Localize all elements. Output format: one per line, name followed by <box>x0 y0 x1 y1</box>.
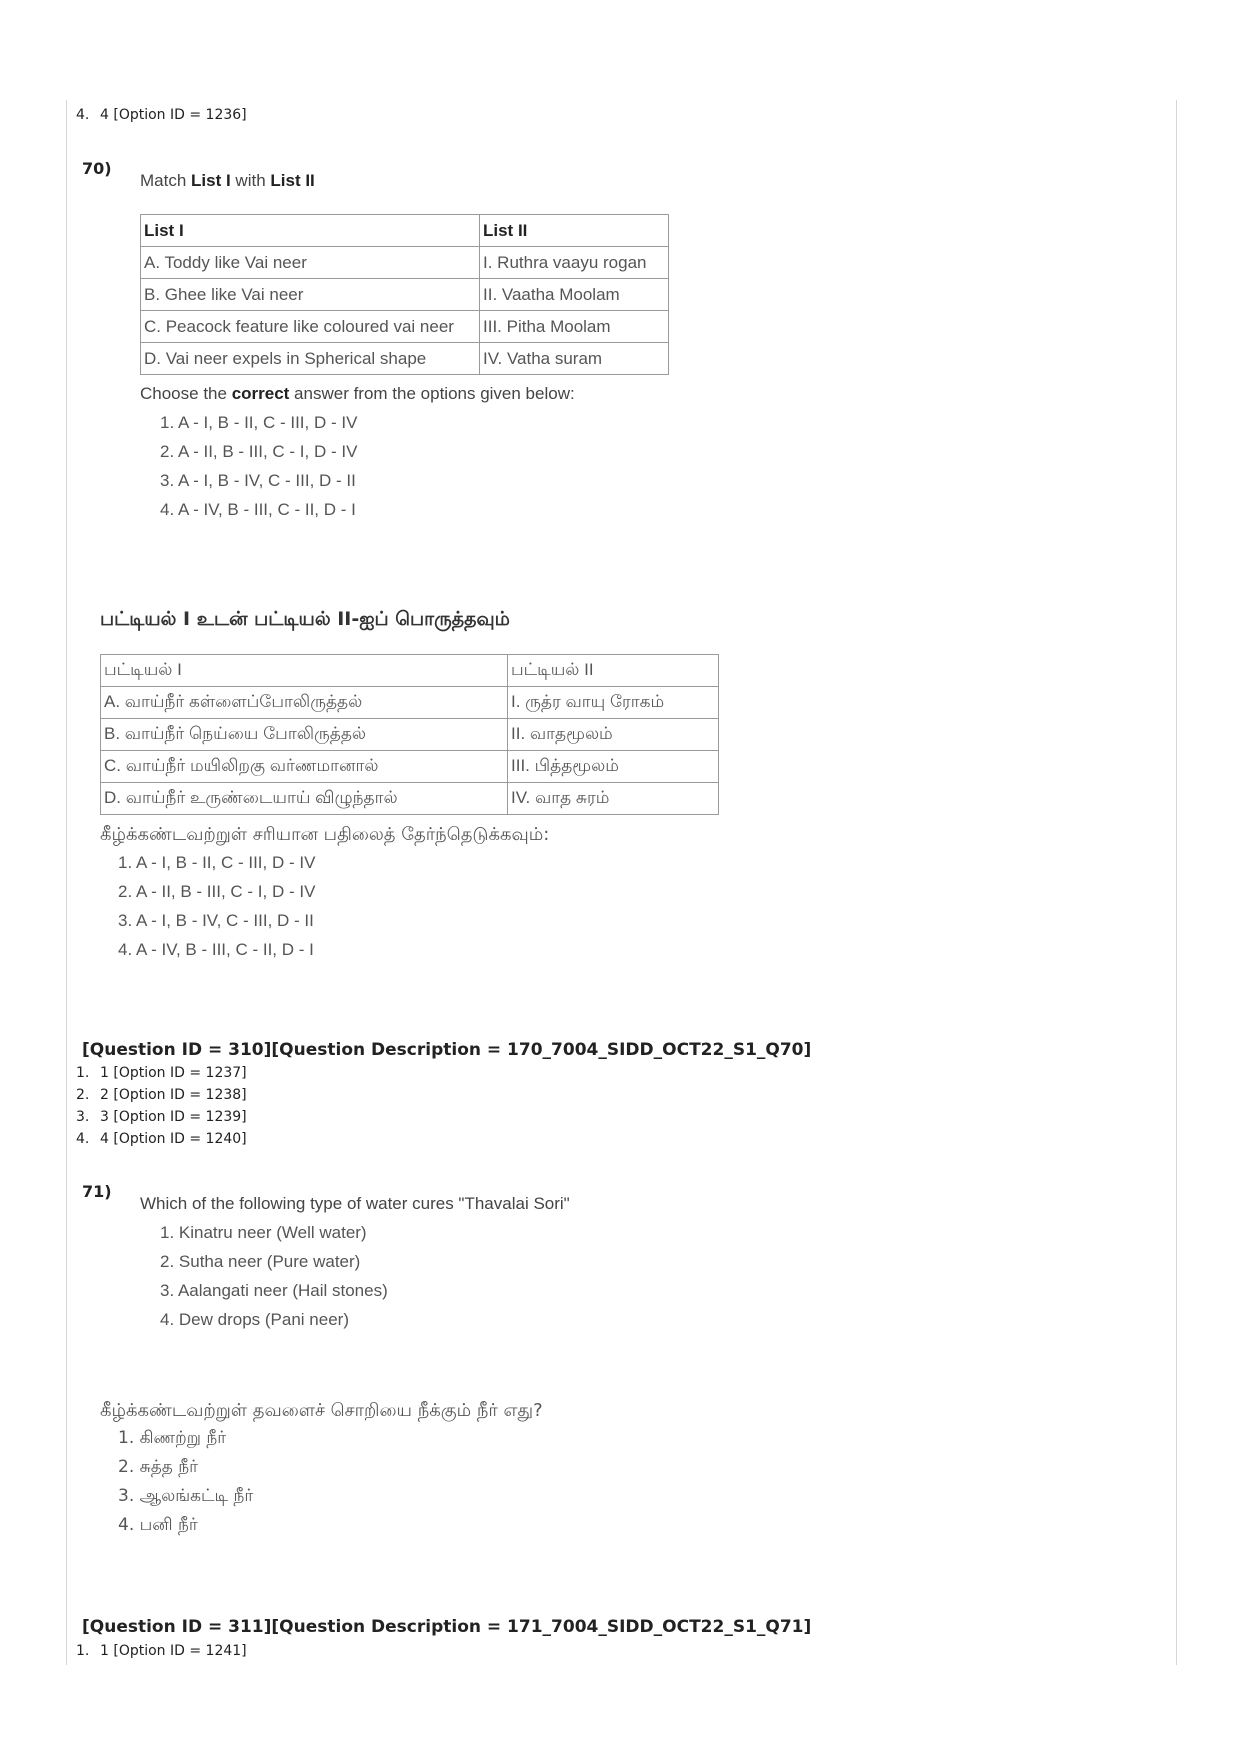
table-cell: D. வாய்நீர் உருண்டையாய் விழுந்தால் <box>101 783 508 815</box>
table-row <box>141 279 669 311</box>
page-border-left <box>66 100 67 1665</box>
choice-item: 2. A - II, B - III, C - I, D - IV <box>118 882 316 901</box>
table-cell: I. ருத்ர வாயு ரோகம் <box>508 687 719 719</box>
choice-item: 3. Aalangati neer (Hail stones) <box>160 1281 388 1300</box>
table-cell: IV. வாத சுரம் <box>508 783 719 815</box>
option-line <box>76 1108 247 1126</box>
table-cell: C. வாய்நீர் மயிலிறகு வர்ணமானால் <box>101 751 508 783</box>
table-header-row <box>141 215 669 247</box>
option-number: 1. <box>76 1643 90 1659</box>
option-line <box>76 1642 247 1660</box>
table-row <box>141 247 669 279</box>
table-header-cell: பட்டியல் II <box>508 655 719 687</box>
prompt-text: Match <box>140 171 192 190</box>
option-number: 3. <box>76 1109 90 1125</box>
choice-item: 4. A - IV, B - III, C - II, D - I <box>160 500 356 519</box>
table-cell: B. Ghee like Vai neer <box>141 279 480 311</box>
question-prompt <box>140 171 315 191</box>
option-text: 1 [Option ID = 1241] <box>100 1643 247 1659</box>
choice-item: 2. A - II, B - III, C - I, D - IV <box>160 442 358 461</box>
option-number: 2. <box>76 1087 90 1103</box>
table-cell: D. Vai neer expels in Spherical shape <box>141 343 480 375</box>
choice-item: 1. A - I, B - II, C - III, D - IV <box>160 413 358 432</box>
table-cell: III. பித்தமூலம் <box>508 751 719 783</box>
choice-list-english <box>160 1218 388 1334</box>
option-number: 4. <box>76 107 90 123</box>
option-text: 4 [Option ID = 1236] <box>100 107 247 123</box>
question-number: 71) <box>82 1182 112 1201</box>
choice-item: 3. ஆலங்கட்டி நீர் <box>118 1486 254 1506</box>
tamil-question-title: பட்டியல் I உடன் பட்டியல் II-ஐப் பொருத்தவும் <box>100 608 510 630</box>
choice-list-tamil <box>118 1424 253 1540</box>
table-cell: II. வாதமூலம் <box>508 719 719 751</box>
question-prompt: Which of the following type of water cures "Thavalai Sori" <box>140 1194 570 1213</box>
table-header-row <box>101 655 719 687</box>
option-text: 4 [Option ID = 1240] <box>100 1131 247 1147</box>
match-table-english <box>140 214 669 375</box>
page-border-right <box>1176 100 1177 1665</box>
prompt-bold: List I <box>191 171 231 190</box>
option-line <box>76 1130 247 1148</box>
table-header-cell: List II <box>480 215 669 247</box>
table-row <box>141 343 669 375</box>
option-line <box>76 106 247 124</box>
table-row <box>101 751 719 783</box>
choice-item: 4. பனி நீர் <box>118 1515 198 1535</box>
choice-item: 2. சுத்த நீர் <box>118 1457 199 1477</box>
match-table-tamil <box>100 654 719 815</box>
question-id-line: [Question ID = 310][Question Description = 170_7004_SIDD_OCT22_S1_Q70] <box>82 1040 812 1060</box>
table-row <box>101 783 719 815</box>
instruction-bold: correct <box>231 384 290 403</box>
table-cell: A. Toddy like Vai neer <box>141 247 480 279</box>
table-row <box>141 311 669 343</box>
choice-item: 1. Kinatru neer (Well water) <box>160 1223 367 1242</box>
table-cell: IV. Vatha suram <box>480 343 669 375</box>
table-header-cell: List I <box>141 215 480 247</box>
prompt-bold: List II <box>270 171 315 190</box>
table-header-cell: பட்டியல் I <box>101 655 508 687</box>
table-cell: II. Vaatha Moolam <box>480 279 669 311</box>
choice-item: 1. A - I, B - II, C - III, D - IV <box>118 853 316 872</box>
table-cell: B. வாய்நீர் நெய்யை போலிருத்தல் <box>101 719 508 751</box>
choice-item: 2. Sutha neer (Pure water) <box>160 1252 361 1271</box>
instruction-text: Choose the <box>140 384 232 403</box>
option-line <box>76 1064 247 1082</box>
prompt-text: with <box>230 171 271 190</box>
choice-item: 4. A - IV, B - III, C - II, D - I <box>118 940 314 959</box>
question-number: 70) <box>82 159 112 178</box>
option-text: 3 [Option ID = 1239] <box>100 1109 247 1125</box>
choose-instruction <box>140 384 575 404</box>
option-number: 1. <box>76 1065 90 1081</box>
table-row <box>101 719 719 751</box>
instruction-text: answer from the options given below: <box>289 384 575 403</box>
choice-list-english <box>160 408 357 524</box>
choice-item: 1. கிணற்று நீர் <box>118 1428 227 1448</box>
table-cell: III. Pitha Moolam <box>480 311 669 343</box>
tamil-question-prompt: கீழ்க்கண்டவற்றுள் தவளைச் சொறியை நீக்கும் நீர் எது? <box>100 1400 543 1421</box>
option-text: 1 [Option ID = 1237] <box>100 1065 247 1081</box>
choice-list-tamil <box>118 848 315 964</box>
choice-item: 3. A - I, B - IV, C - III, D - II <box>160 471 356 490</box>
question-id-line: [Question ID = 311][Question Description = 171_7004_SIDD_OCT22_S1_Q71] <box>82 1617 812 1637</box>
table-cell: I. Ruthra vaayu rogan <box>480 247 669 279</box>
option-number: 4. <box>76 1131 90 1147</box>
table-cell: A. வாய்நீர் கள்ளைப்போலிருத்தல் <box>101 687 508 719</box>
choice-item: 3. A - I, B - IV, C - III, D - II <box>118 911 314 930</box>
option-line <box>76 1086 247 1104</box>
table-cell: C. Peacock feature like coloured vai neer <box>141 311 480 343</box>
tamil-choose-instruction: கீழ்க்கண்டவற்றுள் சரியான பதிலைத் தேர்ந்தெடுக்கவும்: <box>100 824 550 845</box>
table-row <box>101 687 719 719</box>
option-text: 2 [Option ID = 1238] <box>100 1087 247 1103</box>
choice-item: 4. Dew drops (Pani neer) <box>160 1310 349 1329</box>
